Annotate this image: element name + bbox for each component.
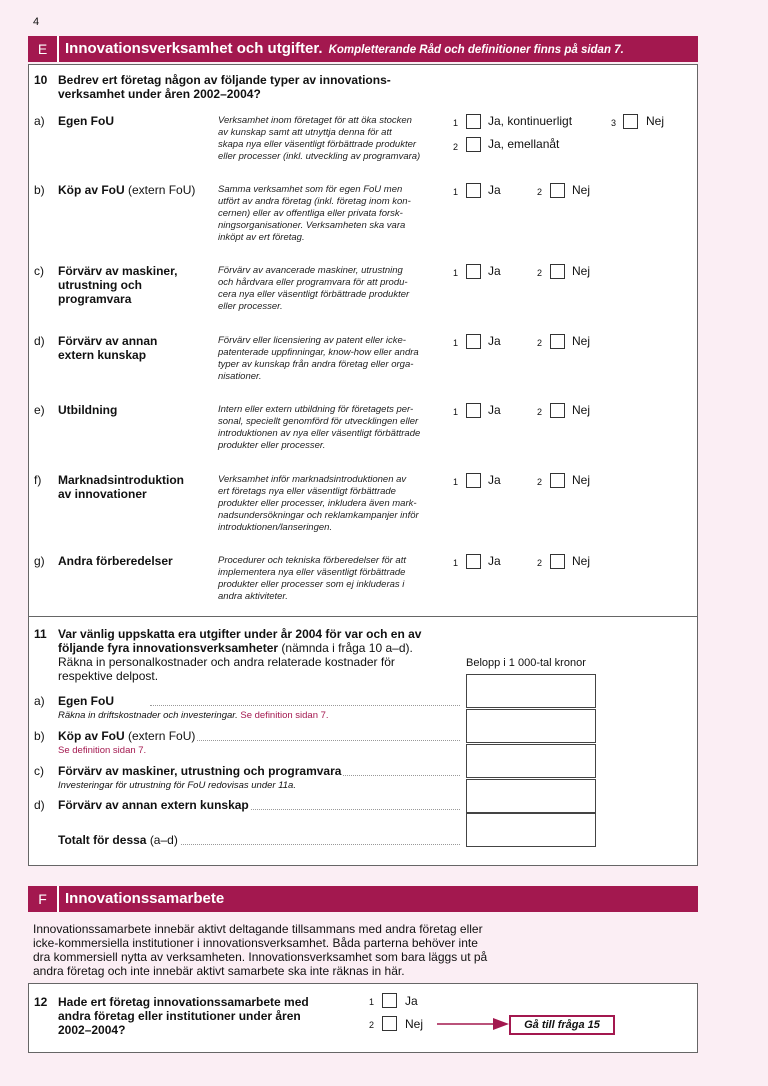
- row-desc-line: nadsundersökningar och reklamkampanjer inför: [218, 510, 419, 521]
- q10-line2: verksamhet under åren 2002–2004?: [58, 87, 261, 101]
- row-desc-line: introduktionen av nya eller väsentligt förbättrade: [218, 428, 421, 439]
- item-note: [58, 745, 146, 756]
- section-title: Innovationssamarbete: [65, 890, 225, 907]
- amount-input[interactable]: [466, 779, 596, 813]
- item-label-extra: (extern FoU): [128, 729, 196, 743]
- option-number: 1: [453, 477, 459, 487]
- section-letter: F: [28, 886, 59, 912]
- option-2-label: Ja, emellanåt: [488, 137, 560, 151]
- item-note-link: Se definition sidan 7.: [240, 710, 329, 721]
- checkbox-option-1[interactable]: [466, 114, 481, 129]
- row-desc-line: Förvärv av avancerade maskiner, utrustning: [218, 265, 403, 276]
- section-f-paragraph: [33, 922, 633, 978]
- row-desc-line: cera nya eller väsentligt förbättrade produkter: [218, 289, 410, 300]
- arrow-right-icon: [437, 1016, 511, 1032]
- row-desc-line: Förvärv eller licensiering av patent eller icke-: [218, 335, 406, 346]
- checkbox-option-2[interactable]: [466, 137, 481, 152]
- row-letter: a): [34, 694, 45, 708]
- q11-line2-normal: (nämnda i fråga 10 a–d).: [281, 641, 413, 655]
- para-line: andra företag och inte innebär aktivt samarbete ska inte räknas in här.: [33, 964, 405, 978]
- row-desc-line: Verksamhet inför marknadsintroduktionen av: [218, 474, 407, 485]
- row-desc-line: andra aktiviteter.: [218, 591, 288, 602]
- row-letter: a): [34, 114, 45, 128]
- row-label: [58, 554, 213, 568]
- row-description: [218, 555, 443, 603]
- q11-line3: Räkna in personalkostnader och andra relaterade kostnader för: [58, 655, 395, 669]
- option-3-label: Nej: [646, 114, 665, 128]
- row-letter: e): [34, 403, 45, 417]
- option-2-label: Nej: [572, 403, 591, 417]
- row-desc-line: nisationer.: [218, 371, 262, 382]
- row-label: [58, 264, 213, 306]
- option-2-label: Nej: [572, 334, 591, 348]
- row-description: [218, 335, 443, 383]
- option-number: 1: [453, 187, 459, 197]
- option-number: 2: [537, 187, 543, 197]
- row-desc-line: skapa nya eller väsentligt förbättrade produkter: [218, 139, 417, 150]
- row-desc-line: produkter eller processer, inkludera även mark-: [218, 498, 417, 509]
- row-desc-line: av kunskap samt att utnyttja denna för att: [218, 127, 392, 138]
- total-label-bold: Totalt för dessa: [58, 833, 147, 847]
- row-desc-line: Samma verksamhet som för egen FoU men: [218, 184, 403, 195]
- checkbox-option-1[interactable]: [466, 264, 481, 279]
- section-letter: E: [28, 36, 59, 62]
- option-1-label: Ja: [488, 264, 501, 278]
- row-desc-line: typer av kunskap från andra företag eller orga-: [218, 359, 414, 370]
- section-e-header: [28, 36, 698, 62]
- row-description: [218, 184, 443, 244]
- para-line: Innovationssamarbete innebär aktivt deltagande tillsammans med andra företag eller: [33, 922, 483, 936]
- row-desc-line: eller processer.: [218, 301, 283, 312]
- row-desc-line: och hårdvara eller programvara för att produ-: [218, 277, 408, 288]
- row-desc-line: implementera nya eller väsentligt förbättrade: [218, 567, 406, 578]
- q12-line1: Hade ert företag innovationssamarbete med: [58, 995, 309, 1009]
- checkbox-option-1[interactable]: [466, 554, 481, 569]
- row-desc-line: eller processer (inkl. utveckling av programvara): [218, 151, 421, 162]
- row-label-line: Köp av FoU: [58, 183, 125, 197]
- row-letter: f): [34, 473, 42, 487]
- q12-ja-label: Ja: [405, 994, 418, 1008]
- row-description: [218, 404, 443, 452]
- option-number: 2: [537, 558, 543, 568]
- row-label: [58, 183, 213, 197]
- row-description: [218, 115, 443, 163]
- q10-text: [58, 73, 391, 101]
- option-number: 1: [453, 558, 459, 568]
- row-desc-line: sonal, speciellt genomförd för utvecklingen eller: [218, 416, 419, 427]
- row-desc-line: introduktionen/lanseringen.: [218, 522, 333, 533]
- row-label: [58, 473, 213, 501]
- row-description: [218, 474, 443, 534]
- row-desc-line: patenterade uppfinningar, know-how eller andra: [218, 347, 419, 358]
- row-label-line: utrustning och: [58, 278, 142, 292]
- row-desc-line: ert företags nya eller väsentligt förbättrade: [218, 486, 396, 497]
- row-label-line: Marknadsintroduktion: [58, 473, 185, 487]
- q12-text: [58, 995, 309, 1037]
- row-label: [58, 403, 213, 417]
- q12-number: 12: [34, 995, 48, 1009]
- row-label-line: extern kunskap: [58, 348, 147, 362]
- row-label-line: Utbildning: [58, 403, 118, 417]
- checkbox-option-2[interactable]: [550, 403, 565, 418]
- option-2-label: Nej: [572, 183, 591, 197]
- option-2-label: Nej: [572, 554, 591, 568]
- option-number: 1: [369, 997, 375, 1007]
- item-note-text: Investeringar för utrustning för FoU redovisas under 11a.: [58, 780, 296, 791]
- checkbox-option-1[interactable]: [466, 183, 481, 198]
- item-label-bold: Förvärv av maskiner, utrustning och programvara: [58, 764, 342, 778]
- row-letter: c): [34, 264, 44, 278]
- q10-line1: Bedrev ert företag någon av följande typer av innovations-: [58, 73, 391, 87]
- item-label: [58, 694, 116, 708]
- row-desc-line: inköpt av ert företag.: [218, 232, 305, 243]
- row-label-line: programvara: [58, 292, 132, 306]
- row-label-line: Andra förberedelser: [58, 554, 173, 568]
- row-letter: d): [34, 334, 45, 348]
- item-label-bold: Egen FoU: [58, 694, 114, 708]
- total-label-extra: (a–d): [149, 833, 178, 847]
- item-note-link: Se definition sidan 7.: [58, 745, 147, 756]
- row-desc-line: ningsorganisationer. Verksamheten ska vara: [218, 220, 406, 231]
- checkbox-option-3[interactable]: [623, 114, 638, 129]
- q12-nej-label: Nej: [405, 1017, 424, 1031]
- section-note: Kompletterande Råd och definitioner finns på sidan 7.: [328, 44, 624, 56]
- item-note: [58, 780, 296, 791]
- section-title: [65, 36, 624, 63]
- para-line: icke-kommersiella institutioner i innovationsverksamhet. Båda parterna behöver inte: [33, 936, 478, 950]
- leader-dots: [150, 705, 460, 706]
- option-number: 3: [611, 118, 617, 128]
- option-number: 2: [369, 1020, 375, 1030]
- amount-header: Belopp i 1 000-tal kronor: [466, 657, 586, 669]
- option-1-label: Ja: [488, 554, 501, 568]
- page-number: 4: [33, 16, 40, 28]
- row-label-line: Förvärv av maskiner,: [58, 264, 178, 278]
- leader-dots: [150, 844, 460, 845]
- row-label: [58, 114, 213, 128]
- row-desc-line: Procedurer och tekniska förberedelser för att: [218, 555, 406, 566]
- row-letter: c): [34, 764, 44, 778]
- option-number: 1: [453, 268, 459, 278]
- checkbox-option-2[interactable]: [550, 334, 565, 349]
- checkbox-option-1[interactable]: [466, 473, 481, 488]
- item-label: [58, 729, 197, 743]
- option-1-label: Ja: [488, 183, 501, 197]
- option-2-label: Nej: [572, 473, 591, 487]
- checkbox-option-2[interactable]: [550, 554, 565, 569]
- option-1-label: Ja: [488, 403, 501, 417]
- item-label: [58, 798, 251, 812]
- row-letter: b): [34, 183, 45, 197]
- item-note: [58, 710, 329, 721]
- item-label: [58, 764, 343, 778]
- option-1-label: Ja: [488, 334, 501, 348]
- amount-input[interactable]: [466, 744, 596, 778]
- option-number: 2: [453, 142, 459, 152]
- checkbox-option-1[interactable]: [466, 334, 481, 349]
- row-label-extra: (extern FoU): [128, 183, 196, 197]
- row-label-line: Egen FoU: [58, 114, 114, 128]
- option-number: 2: [537, 407, 543, 417]
- q11-text: [58, 627, 458, 683]
- row-desc-line: Verksamhet inom företaget för att öka stocken: [218, 115, 412, 126]
- option-number: 2: [537, 338, 543, 348]
- row-desc-line: cernen) eller av offentliga eller privata forsk-: [218, 208, 403, 219]
- q11-line4: respektive delpost.: [58, 669, 159, 683]
- option-2-label: Nej: [572, 264, 591, 278]
- amount-input[interactable]: [466, 709, 596, 743]
- row-letter: b): [34, 729, 45, 743]
- row-desc-line: utfört av andra företag (inkl. företag inom kon-: [218, 196, 411, 207]
- option-1-label: Ja: [488, 473, 501, 487]
- option-number: 2: [537, 268, 543, 278]
- item-label-bold: Förvärv av annan extern kunskap: [58, 798, 249, 812]
- row-desc-line: produkter eller processer.: [218, 440, 326, 451]
- checkbox-option-1[interactable]: [466, 403, 481, 418]
- q11-line1: Var vänlig uppskatta era utgifter under år 2004 för var och en av: [58, 627, 422, 641]
- section-f-header: [28, 886, 698, 912]
- q12-nej-checkbox[interactable]: [382, 1016, 397, 1031]
- row-desc-line: produkter eller processer som ej inkluderas i: [218, 579, 405, 590]
- amount-input[interactable]: [466, 674, 596, 708]
- option-number: 1: [453, 407, 459, 417]
- total-label: [58, 833, 180, 847]
- q12-line3: 2002–2004?: [58, 1023, 126, 1037]
- option-number: 1: [453, 118, 459, 128]
- q12-line2: andra företag eller institutioner under åren: [58, 1009, 301, 1023]
- option-number: 1: [453, 338, 459, 348]
- para-line: dra kommersiell nytta av verksamheten. Innovationsverksamhet som bara läggs ut på: [33, 950, 488, 964]
- row-description: [218, 265, 443, 313]
- item-note-text: Räkna in driftskostnader och investeringar.: [58, 710, 238, 721]
- row-label: [58, 334, 213, 362]
- option-number: 2: [537, 477, 543, 487]
- row-label-line: Förvärv av annan: [58, 334, 158, 348]
- q12-ja-checkbox[interactable]: [382, 993, 397, 1008]
- q11-line2-bold: följande fyra innovationsverksamheter: [58, 641, 279, 655]
- row-desc-line: Intern eller extern utbildning för företagets per-: [218, 404, 414, 415]
- checkbox-option-2[interactable]: [550, 473, 565, 488]
- checkbox-option-2[interactable]: [550, 183, 565, 198]
- goto-question-15[interactable]: Gå till fråga 15: [509, 1015, 615, 1035]
- q10-number: 10: [34, 73, 48, 87]
- section-title-text: Innovationsverksamhet och utgifter.: [65, 40, 323, 57]
- item-label-bold: Köp av FoU: [58, 729, 125, 743]
- option-1-label: Ja, kontinuerligt: [488, 114, 573, 128]
- row-label-line: av innovationer: [58, 487, 147, 501]
- row-letter: g): [34, 554, 45, 568]
- q11-number: 11: [34, 627, 47, 641]
- checkbox-option-2[interactable]: [550, 264, 565, 279]
- row-letter: d): [34, 798, 45, 812]
- amount-input[interactable]: [466, 813, 596, 847]
